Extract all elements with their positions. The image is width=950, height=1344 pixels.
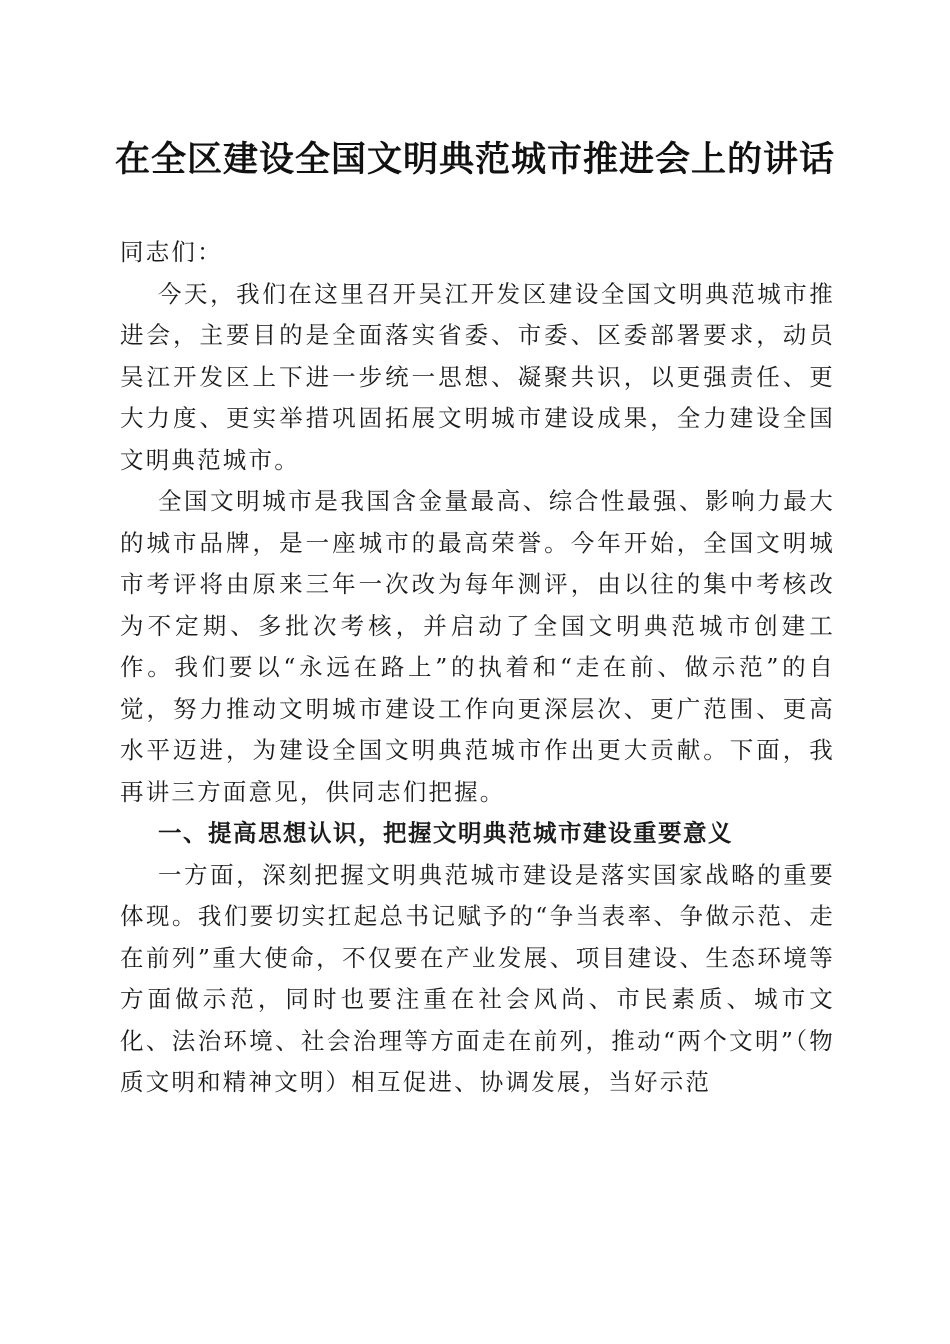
document-body	[120, 232, 835, 1104]
paragraph-section-one: 一方面，深刻把握文明典范城市建设是落实国家战略的重要体现。我们要切实扛起总书记赋予的“争当表率、争做示范、走在前列”重大使命，不仅要在产业发展、项目建设、生态环境等方面做示范，同时也要注重在社会风尚、市民素质、城市文化、法治环境、社会治理等方面走在前列，推动“两个文明”（物质文明和精神文明）相互促进、协调发展，当好示范	[120, 860, 835, 1096]
document-title: 在全区建设全国文明典范城市推进会上的讲话	[114, 139, 835, 180]
paragraph-opening: 今天，我们在这里召开吴江开发区建设全国文明典范城市推进会，主要目的是全面落实省委、市委、区委部署要求，动员吴江开发区上下进一步统一思想、凝聚共识，以更强责任、更大力度、更实举措巩固拓展文明城市建设成果，全力建设全国文明典范城市。	[120, 279, 835, 474]
paragraph-background: 全国文明城市是我国含金量最高、综合性最强、影响力最大的城市品牌，是一座城市的最高荣誉。今年开始，全国文明城市考评将由原来三年一次改为每年测评，由以往的集中考核改为不定期、多批次考核，并启动了全国文明典范城市创建工作。我们要以“永远在路上”的执着和“走在前、做示范”的自觉，努力推动文明城市建设工作向更深层次、更广范围、更高水平迈进，为建设全国文明典范城市作出更大贡献。下面，我再讲三方面意见，供同志们把握。	[120, 487, 835, 806]
section-heading: 一、提高思想认识，把握文明典范城市建设重要意义	[158, 819, 733, 847]
salutation: 同志们：	[120, 238, 223, 266]
